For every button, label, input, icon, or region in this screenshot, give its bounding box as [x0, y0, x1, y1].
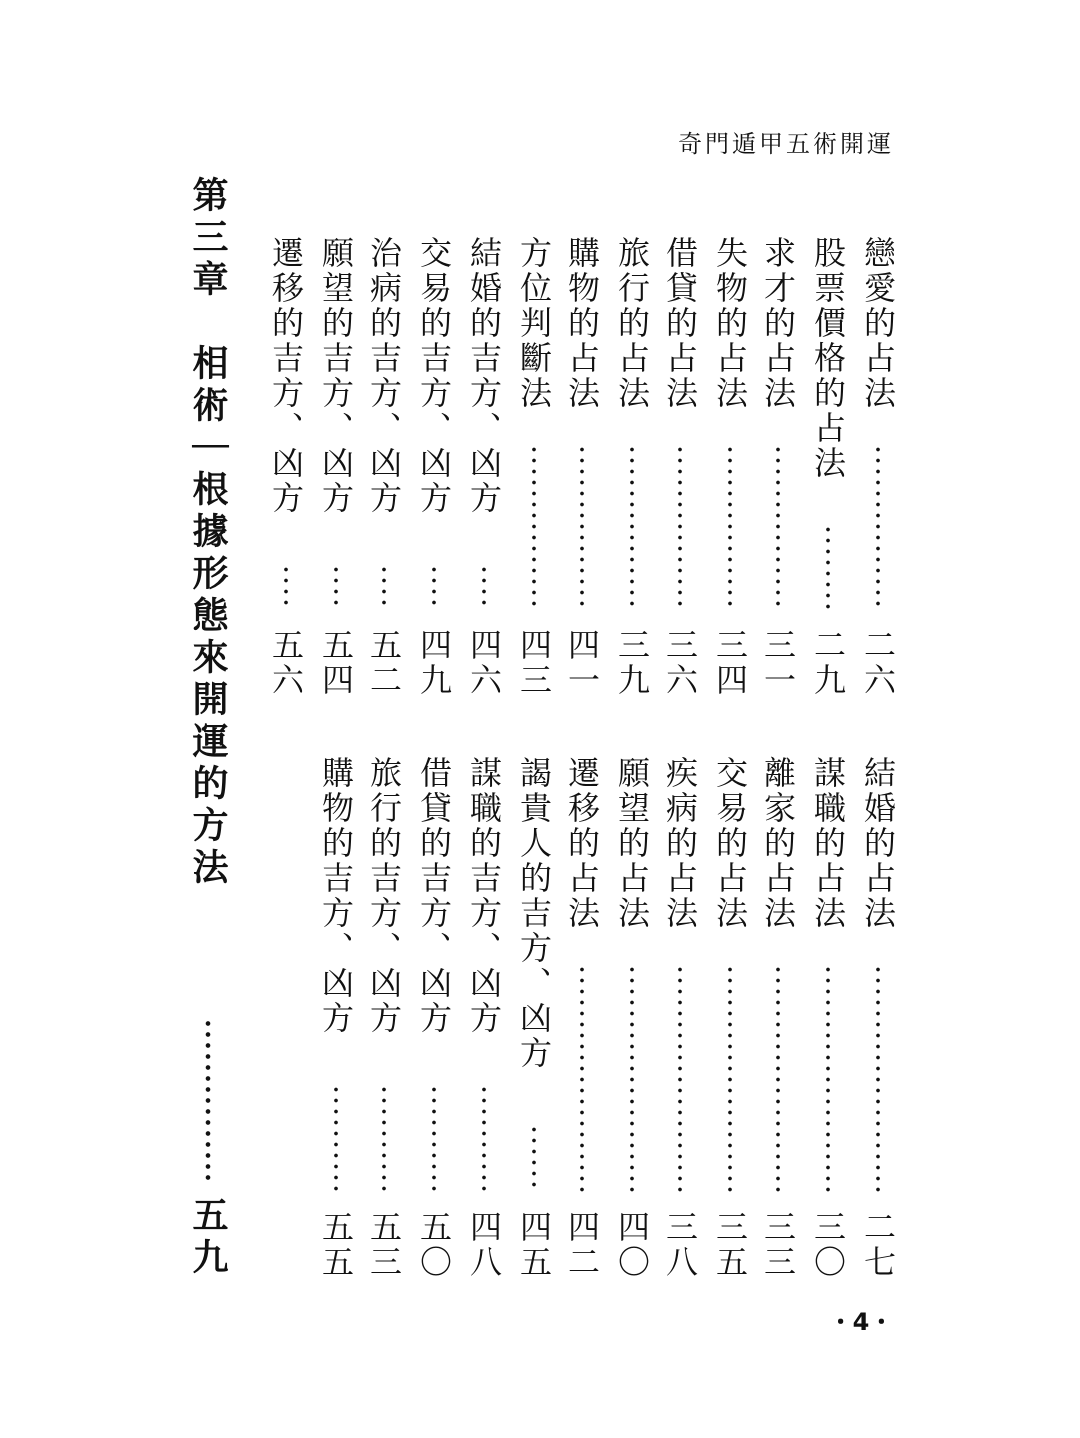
toc-entry-title: 交易的占法 [711, 756, 749, 931]
toc-entry-page: 三四 [711, 628, 749, 698]
leader-dots [333, 1084, 339, 1192]
leader-dots [775, 964, 781, 1192]
running-header: 奇門遁甲五術開運 [678, 130, 894, 158]
leader-dots [825, 524, 831, 610]
toc-entry [858, 756, 898, 1280]
toc-entry [808, 756, 848, 1280]
toc-entry-title: 治病的吉方、凶方 [365, 236, 403, 516]
toc-entry-page: 五〇 [415, 1210, 453, 1280]
toc-entry [464, 756, 504, 1280]
toc-entry-title: 購物的吉方、凶方 [317, 756, 355, 1036]
toc-entry-page: 五四 [317, 628, 355, 698]
toc-entry-title: 遷移的吉方、凶方 [267, 236, 305, 516]
toc-entry-title: 借貸的吉方、凶方 [415, 756, 453, 1036]
toc-entry [758, 756, 798, 1280]
toc-entry-page: 三五 [711, 1210, 749, 1280]
toc-entry [414, 236, 454, 698]
chapter-heading [186, 176, 229, 1280]
toc-entry [464, 236, 504, 698]
toc-entry-title: 結婚的占法 [859, 756, 897, 931]
page-number: ・4・ [828, 1308, 894, 1336]
toc-entry-title: 股票價格的占法 [809, 236, 847, 481]
toc-entry-page: 二九 [809, 628, 847, 698]
leader-dots [875, 444, 881, 610]
leader-dots [825, 964, 831, 1192]
toc-entry-title: 疾病的占法 [661, 756, 699, 931]
toc-entry-page: 三六 [661, 628, 699, 698]
toc-entry [562, 756, 602, 1280]
toc-entry-title: 交易的吉方、凶方 [415, 236, 453, 516]
toc-entry [808, 236, 848, 698]
toc-entry-title: 謀職的占法 [809, 756, 847, 931]
toc-entry-page: 五三 [365, 1210, 403, 1280]
toc-entry [858, 236, 898, 698]
toc-entry-page: 五二 [365, 628, 403, 698]
leader-dots [431, 564, 437, 610]
leader-dots [579, 444, 585, 610]
leader-dots [629, 964, 635, 1192]
toc-entry [612, 756, 652, 1280]
toc-entry [316, 236, 356, 698]
leader-dots [431, 1084, 437, 1192]
chapter-page: 五九 [187, 1196, 229, 1280]
toc-entry-page: 三三 [759, 1210, 797, 1280]
toc-entry-title: 戀愛的占法 [859, 236, 897, 411]
toc-entry-title: 離家的占法 [759, 756, 797, 931]
toc-entry [710, 756, 750, 1280]
toc-entry [364, 756, 404, 1280]
toc-entry [710, 236, 750, 698]
toc-entry-page: 四八 [465, 1210, 503, 1280]
toc-entry-page: 三八 [661, 1210, 699, 1280]
toc-entry-page: 四九 [415, 628, 453, 698]
toc-entry-title: 遷移的占法 [563, 756, 601, 931]
toc-entry [514, 756, 554, 1280]
toc-entry-page: 四二 [563, 1210, 601, 1280]
toc-entry-title: 願望的占法 [613, 756, 651, 931]
toc-entry-title: 願望的吉方、凶方 [317, 236, 355, 516]
toc-entry-page: 二六 [859, 628, 897, 698]
toc-entry [660, 756, 700, 1280]
toc-entry-page: 四一 [563, 628, 601, 698]
leader-dots [775, 444, 781, 610]
leader-dots [481, 564, 487, 610]
leader-dots [727, 964, 733, 1192]
toc-entry-page: 三〇 [809, 1210, 847, 1280]
toc-entry-title: 旅行的吉方、凶方 [365, 756, 403, 1036]
toc-entry-title: 謁貴人的吉方、凶方 [515, 756, 553, 1071]
toc-entry-page: 五六 [267, 628, 305, 698]
toc-entry [414, 756, 454, 1280]
leader-dots [205, 1018, 211, 1184]
toc-entry-title: 結婚的吉方、凶方 [465, 236, 503, 516]
toc-entry-page: 四五 [515, 1210, 553, 1280]
toc-entry-page: 四六 [465, 628, 503, 698]
toc-entry-page: 二七 [859, 1210, 897, 1280]
leader-dots [629, 444, 635, 610]
leader-dots [677, 444, 683, 610]
toc-entry [612, 236, 652, 698]
leader-dots [727, 444, 733, 610]
leader-dots [283, 564, 289, 610]
leader-dots [381, 564, 387, 610]
toc-entry-page: 三一 [759, 628, 797, 698]
leader-dots [481, 1084, 487, 1192]
toc-entry [266, 236, 306, 698]
toc-entry-title: 謀職的吉方、凶方 [465, 756, 503, 1036]
toc-entry [514, 236, 554, 698]
leader-dots [333, 564, 339, 610]
toc-entry-title: 旅行的占法 [613, 236, 651, 411]
leader-dots [677, 964, 683, 1192]
leader-dots [531, 1124, 537, 1192]
toc-entry-page: 三九 [613, 628, 651, 698]
leader-dots [875, 964, 881, 1192]
toc-entry [316, 756, 356, 1280]
toc-entry [562, 236, 602, 698]
toc-entry [660, 236, 700, 698]
toc-entry-title: 購物的占法 [563, 236, 601, 411]
toc-entry-title: 求才的占法 [759, 236, 797, 411]
leader-dots [381, 1084, 387, 1192]
toc-entry-page: 四三 [515, 628, 553, 698]
toc-entry-title: 方位判斷法 [515, 236, 553, 411]
toc-entry-page: 五五 [317, 1210, 355, 1280]
leader-dots [531, 444, 537, 610]
toc-entry-title: 借貸的占法 [661, 236, 699, 411]
toc-entry [758, 236, 798, 698]
toc-entry-page: 四〇 [613, 1210, 651, 1280]
toc-entry-title: 失物的占法 [711, 236, 749, 411]
leader-dots [579, 964, 585, 1192]
toc-entry [364, 236, 404, 698]
chapter-title: 第三章 相術｜根據形態來開運的方法 [187, 176, 229, 890]
